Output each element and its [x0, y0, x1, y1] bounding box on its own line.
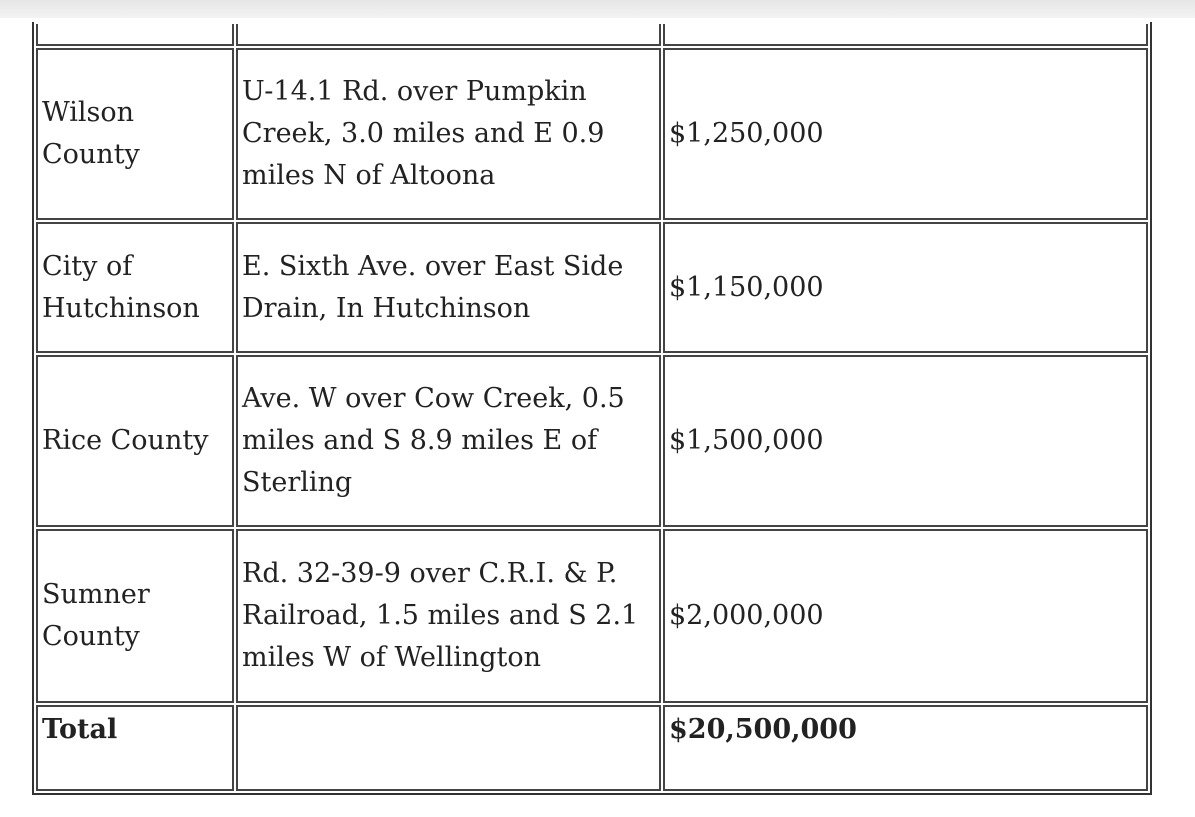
amount-cell: $2,000,000 — [663, 529, 1148, 703]
total-amount-cell — [663, 705, 1148, 791]
total-row — [36, 705, 1148, 791]
table-row — [36, 355, 1148, 527]
recipient-cell: Wilson County — [36, 48, 234, 220]
amount-cell: $1,150,000 — [663, 222, 1148, 353]
total-amount: $20,500,000 — [669, 714, 857, 745]
total-label-cell — [36, 705, 234, 791]
table-row-partial — [36, 24, 1148, 46]
amount-cell: $1,250,000 — [663, 48, 1148, 220]
browser-top-edge — [0, 0, 1195, 18]
recipient-cell: Rice County — [36, 355, 234, 527]
amount-cell: $1,500,000 — [663, 355, 1148, 527]
table-cell — [663, 24, 1148, 46]
bridge-grant-table — [32, 22, 1152, 795]
table-cell — [36, 24, 234, 46]
total-project-cell — [236, 705, 661, 791]
project-cell: Rd. 32-39-9 over C.R.I. & P. Railroad, 1.5 miles and S 2.1 miles W of Wellington — [236, 529, 661, 703]
table-cell — [236, 24, 661, 46]
project-cell: Ave. W over Cow Creek, 0.5 miles and S 8.9 miles E of Sterling — [236, 355, 661, 527]
table-row — [36, 529, 1148, 703]
recipient-cell: City of Hutchinson — [36, 222, 234, 353]
total-label: Total — [42, 714, 118, 745]
recipient-cell: Sumner County — [36, 529, 234, 703]
project-cell: E. Sixth Ave. over East Side Drain, In Hutchinson — [236, 222, 661, 353]
project-cell: U-14.1 Rd. over Pumpkin Creek, 3.0 miles and E 0.9 miles N of Altoona — [236, 48, 661, 220]
table-row — [36, 48, 1148, 220]
table-row — [36, 222, 1148, 353]
